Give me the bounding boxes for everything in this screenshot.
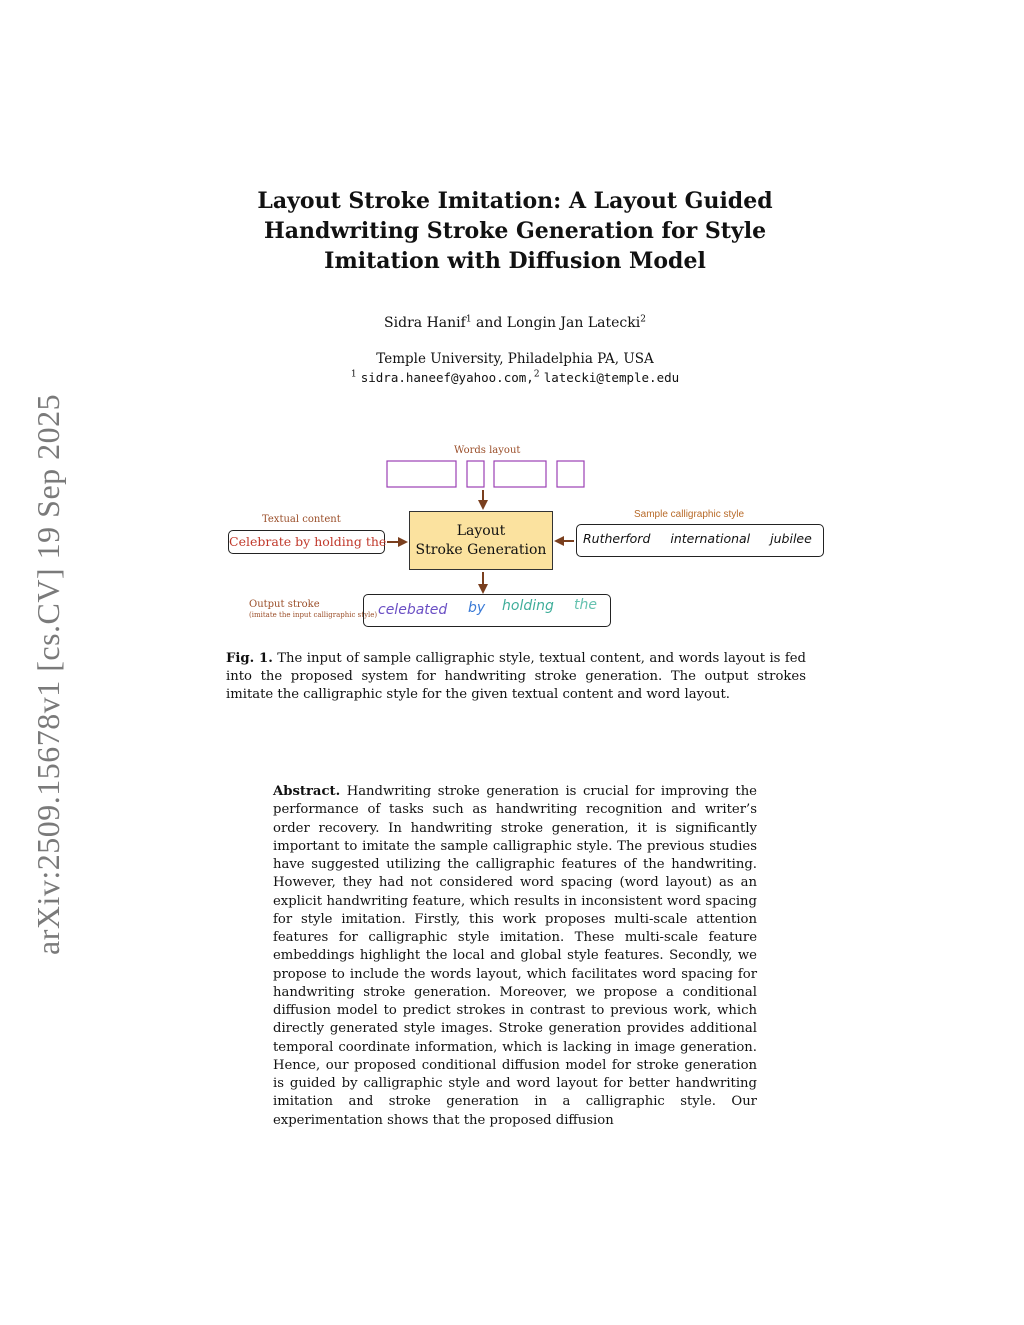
author-affil-mark: 2	[640, 314, 646, 325]
words-layout-label: Words layout	[454, 445, 521, 456]
word-layout-box	[494, 461, 546, 487]
email-mark: 2	[533, 369, 540, 380]
word-layout-box	[557, 461, 584, 487]
output-word: by	[468, 600, 486, 616]
caption-label: Fig. 1.	[226, 651, 273, 666]
author-name: Sidra Hanif	[384, 315, 466, 331]
sample-style-box	[576, 524, 824, 557]
style-word: jubilee	[770, 531, 812, 546]
word-layout-box	[387, 461, 456, 487]
email-address: latecki@temple.edu	[543, 370, 680, 385]
box-title-line-2: Stroke Generation	[415, 541, 547, 558]
output-word: the	[574, 597, 597, 613]
arxiv-stamp: arXiv:2509.15678v1 [cs.CV] 19 Sep 2025	[30, 393, 66, 955]
style-word: Rutherford	[583, 531, 651, 546]
figure-1	[222, 442, 832, 637]
caption-text: The input of sample calligraphic style, textual content, and words layout is fed into the proposed system for handwriting stroke generation. The output strokes imitate the calligraphic style for the given textual content and word layout.	[226, 651, 806, 703]
author-affil-mark: 1	[465, 314, 472, 325]
email-mark: 1	[350, 369, 357, 380]
author-name: Longin Jan Latecki	[506, 315, 641, 331]
abstract	[273, 783, 757, 1130]
output-word: celebated	[378, 602, 448, 618]
abstract-text: Handwriting stroke generation is crucial for improving the performance of tasks such as handwriting recognition and writer’s order recovery. In handwriting stroke generation, it is significantly important to imitate the sample calligraphic style. The previous studies have suggested utilizing the calligraphic features of the handwriting. However, they had not considered word spacing (word layout) as an explicit handwriting feature, which results in inconsistent word spacing for style imitation. Firstly, this work proposes multi-scale attention features for calligraphic style imitation. These multi-scale feature embeddings highlight the local and global style features. Secondly, we propose to include the words layout, which facilitates word spacing for handwriting stroke generation. Moreover, we propose a conditional diffusion model to predict strokes in contrast to previous work, which directly generated style images. Stroke generation provides additional temporal coordinate information, which is lacking in image generation. Hence, our proposed conditional diffusion model for stroke generation is guided by calligraphic style and word layout for better handwriting imitation and stroke generation in a calligraphic style. Our experimentation shows that the proposed diffusion	[273, 784, 757, 1128]
affiliation: Temple University, Philadelphia PA, USA	[376, 351, 654, 367]
abstract-label: Abstract.	[273, 784, 341, 799]
box-title-line-1: Layout	[456, 522, 506, 539]
title-line-2: Handwriting Stroke Generation for Style	[263, 218, 767, 244]
title-line-1: Layout Stroke Imitation: A Layout Guided	[257, 188, 773, 214]
output-stroke-label: Output stroke	[249, 599, 320, 610]
author-list	[210, 314, 820, 332]
sample-style-label: Sample calligraphic style	[634, 509, 745, 520]
layout-stroke-generation-box	[409, 511, 553, 570]
style-word: international	[670, 531, 751, 546]
email-address: sidra.haneef@yahoo.com,	[360, 370, 534, 385]
email-line	[210, 369, 820, 388]
output-stroke-sublabel: (imitate the input calligraphic style)	[249, 611, 378, 619]
textual-content-box: Celebrate by holding the	[228, 530, 385, 554]
paper-title	[210, 186, 820, 276]
output-word: holding	[502, 598, 554, 614]
title-line-3: Imitation with Diffusion Model	[324, 248, 706, 274]
word-layout-box	[467, 461, 484, 487]
figure-caption	[226, 650, 806, 705]
textual-content-label: Textual content	[262, 514, 341, 525]
author-conjunction: and	[476, 315, 503, 331]
output-stroke-box	[363, 594, 611, 627]
